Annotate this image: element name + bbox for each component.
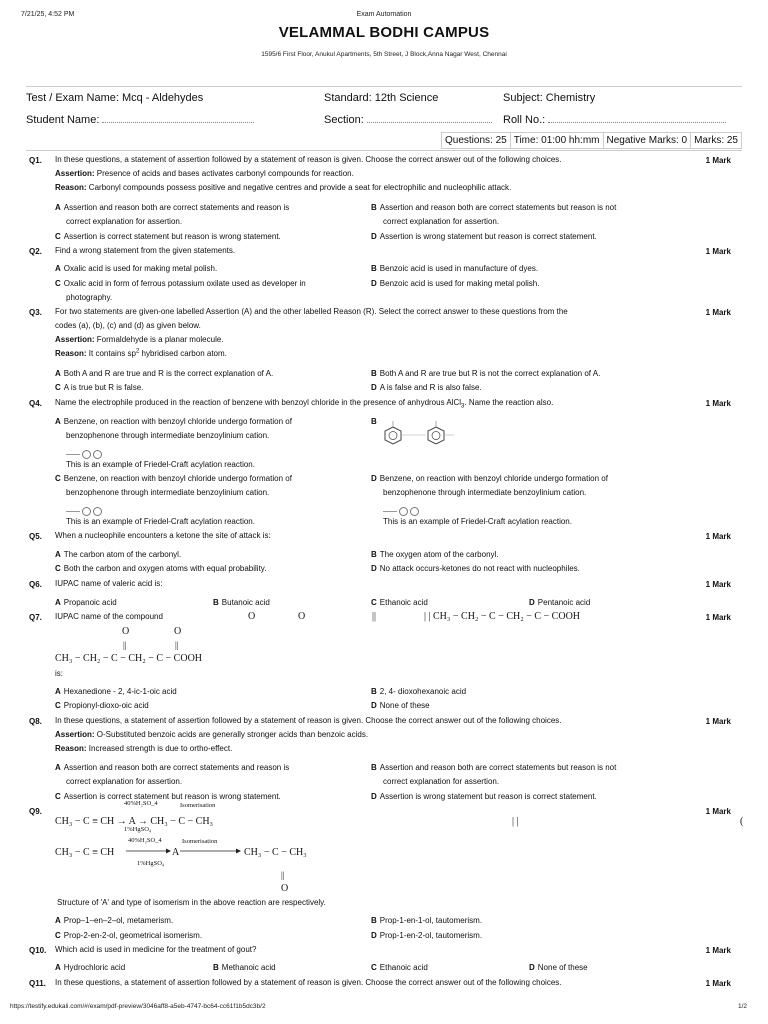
section-field: [324, 113, 492, 126]
option-letter: B: [371, 203, 377, 212]
question-text: Find a wrong statement from the given statements.: [55, 246, 236, 255]
question-text-part: Name the electrophile produced in the reaction of benzene with benzoyl chloride in the presence of anhydrous AlCl: [55, 398, 462, 407]
superscript: 2: [135, 348, 140, 355]
option-letter: A: [55, 916, 61, 925]
option-letter: B: [371, 550, 377, 559]
reason-line: [55, 347, 227, 361]
question-number: Q4.: [29, 399, 42, 408]
option-c: [55, 277, 306, 291]
option-letter: D: [371, 232, 377, 241]
question-number: Q8.: [29, 717, 42, 726]
question-marks: 1 Mark: [705, 613, 731, 622]
double-bond-mark: ||: [281, 870, 285, 880]
option-letter: B: [371, 369, 377, 378]
option-b: [371, 201, 616, 215]
reason-text: It contains sp: [88, 349, 136, 358]
question-text: When a nucleophile encounters a ketone the site of attack is:: [55, 531, 271, 540]
page-url: https://testify.edukali.com/#/exam/pdf-preview/3046aff8-a5eb-4747-bc64-cc61f1b5dc3b/2: [10, 1003, 266, 1010]
option-text-cont: This is an example of Friedel-Craft acylation reaction.: [383, 517, 572, 526]
option-a: [55, 201, 289, 215]
option-letter: D: [371, 474, 377, 483]
option-letter: C: [55, 232, 61, 241]
option-text: Assertion is wrong statement but reason is correct statement.: [379, 792, 597, 801]
option-letter: A: [55, 550, 61, 559]
option-d: [371, 790, 597, 804]
option-text: No attack occurs-ketones do not react with nucleophiles.: [379, 564, 580, 573]
question-text: Which acid is used in medicine for the treatment of gout?: [55, 945, 257, 954]
student-name-blank: [102, 113, 254, 123]
option-a: [55, 761, 289, 775]
option-b: [371, 262, 538, 276]
exam-stats-bar: [441, 132, 742, 149]
divider: [26, 86, 742, 87]
option-text: Ethanoic acid: [379, 598, 428, 607]
option-text: Assertion and reason both are correct statements and reason is: [63, 203, 290, 212]
negative-marks: Negative Marks: 0: [604, 133, 692, 148]
question-marks: 1 Mark: [705, 247, 731, 256]
option-letter: D: [371, 931, 377, 940]
assertion-label: Assertion:: [55, 730, 95, 739]
option-c: [55, 230, 281, 244]
oxygen-label: O: [281, 883, 289, 894]
question-text: IUPAC name of the compound: [55, 612, 163, 621]
double-bond-mark: ||: [123, 640, 127, 650]
option-text: Assertion and reason both are correct statements but reason is not: [379, 763, 617, 772]
option-text: Methanoic acid: [221, 963, 276, 972]
option-letter: C: [55, 701, 61, 710]
option-text: None of these: [537, 963, 588, 972]
question-number: Q2.: [29, 247, 42, 256]
assertion-line: [55, 167, 354, 181]
oxygen-label: O: [122, 626, 130, 637]
option-text: Pentanoic acid: [537, 598, 591, 607]
option-text: Benzoic acid is used for making metal polish.: [379, 279, 540, 288]
cutoff-mark: (: [740, 816, 744, 827]
option-d: [371, 472, 608, 486]
question-text: IUPAC name of valeric acid is:: [55, 579, 163, 588]
double-bond-mark: ||: [175, 640, 179, 650]
question-text-part: . Name the reaction also.: [464, 398, 554, 407]
option-text: Prop-1-en-1-ol, tautomerism.: [379, 916, 483, 925]
question-text: In these questions, a statement of assertion followed by a statement of reason is given. Choose the correct answer out of the following choices.: [55, 155, 562, 164]
questions-count: Questions: 25: [442, 133, 511, 148]
option-text: Prop–1–en–2–ol, metamerism.: [63, 916, 174, 925]
option-text: Benzene, on reaction with benzoyl chloride undergo formation of: [379, 474, 608, 483]
question-marks: 1 Mark: [705, 532, 731, 541]
question-text: For two statements are given-one labelled Assertion (A) and the other labelled Reason (R). Select the correct answer to these questions from the: [55, 307, 568, 316]
assertion-line: [55, 333, 224, 347]
question-marks: 1 Mark: [705, 399, 731, 408]
question-text: Structure of 'A' and type of isomerism in the above reaction are respectively.: [57, 898, 326, 907]
print-datetime: 7/21/25, 4:52 PM: [21, 11, 75, 18]
option-letter: C: [371, 963, 377, 972]
assertion-text: Presence of acids and bases activates carbonyl compounds for reaction.: [96, 169, 354, 178]
option-letter: D: [371, 564, 377, 573]
option-a: [55, 548, 181, 562]
oxygen-label: O: [174, 626, 182, 637]
option-text-cont: correct explanation for assertion.: [383, 777, 500, 786]
option-b: [371, 685, 466, 699]
option-letter: D: [371, 383, 377, 392]
total-marks: Marks: 25: [694, 135, 738, 146]
option-a: [55, 685, 177, 699]
exam-name: Test / Exam Name: Mcq - Aldehydes: [26, 92, 204, 104]
option-text: Hydrochloric acid: [63, 963, 126, 972]
option-c: [55, 381, 143, 395]
option-letter: B: [371, 417, 377, 426]
campus-title: VELAMMAL BODHI CAMPUS: [278, 24, 490, 41]
option-a: [55, 415, 292, 429]
option-text: Hexanedione - 2, 4-ic-1-oic acid: [63, 687, 177, 696]
reagent-label: 40%H₂SO_4: [128, 837, 162, 844]
option-text: Assertion and reason both are correct statements but reason is not: [379, 203, 617, 212]
option-a: [55, 367, 273, 381]
intermediate-a: A: [172, 847, 180, 858]
option-d: [371, 562, 580, 576]
option-letter: B: [371, 763, 377, 772]
option-text: Both A and R are true and R is the correct explanation of A.: [63, 369, 274, 378]
option-letter: C: [55, 279, 61, 288]
option-letter: B: [213, 598, 219, 607]
double-bond-mark: ||: [372, 611, 377, 622]
roll-no-blank: [548, 113, 726, 123]
option-text: The oxygen atom of the carbonyl.: [379, 550, 499, 559]
option-text-cont: correct explanation for assertion.: [66, 217, 183, 226]
benzene-structure-image: [380, 413, 460, 449]
option-text: Assertion and reason both are correct statements and reason is: [63, 763, 290, 772]
double-bond-mark: | |: [512, 816, 519, 827]
option-text-cont: benzophenone through intermediate benzoylinium cation.: [66, 488, 270, 497]
option-text-cont: This is an example of Friedel-Craft acylation reaction.: [66, 517, 255, 526]
option-text: Both the carbon and oxygen atoms with equal probability.: [63, 564, 267, 573]
option-letter: D: [371, 279, 377, 288]
option-text-cont: This is an example of Friedel-Craft acylation reaction.: [66, 460, 255, 469]
question-number: Q10.: [29, 946, 47, 955]
question-number: Q6.: [29, 580, 42, 589]
reason-text-cont: hybridised carbon atom.: [139, 349, 227, 358]
print-doc-title: Exam Automation: [356, 11, 412, 18]
exam-time: Time: 01:00 hh:mm: [511, 133, 604, 148]
option-c: [55, 562, 266, 576]
option-letter: C: [55, 564, 61, 573]
reason-label: Reason:: [55, 744, 87, 753]
assertion-text: Formaldehyde is a planar molecule.: [96, 335, 224, 344]
option-text: A is false and R is also false.: [379, 383, 482, 392]
reaction-arrows: [126, 845, 244, 857]
option-letter: D: [529, 598, 535, 607]
option-letter: C: [371, 598, 377, 607]
option-d: [371, 699, 430, 713]
reason-label: Reason:: [55, 183, 87, 192]
option-c: [371, 596, 428, 610]
option-d: [529, 961, 588, 975]
option-b: [371, 548, 499, 562]
option-a: [55, 596, 117, 610]
question-number: Q1.: [29, 156, 42, 165]
question-text-cont: is:: [55, 669, 63, 678]
question-number: Q7.: [29, 613, 42, 622]
campus-address: 1595/6 First Floor, Anukul Apartments, 5th Street, J Block,Anna Nagar West, Chennai: [261, 51, 507, 58]
option-text: Oxalic acid in form of ferrous potassium oxilate used as developer in: [63, 279, 306, 288]
structure-image: [383, 503, 421, 511]
option-a: [55, 961, 125, 975]
option-letter: C: [55, 931, 61, 940]
option-b: [371, 415, 380, 429]
subscript: 3: [461, 403, 465, 410]
assertion-label: Assertion:: [55, 335, 95, 344]
section-blank: [367, 113, 492, 123]
option-c: [371, 961, 428, 975]
question-marks: 1 Mark: [705, 946, 731, 955]
option-c: [55, 929, 202, 943]
option-text: Assertion is wrong statement but reason is correct statement.: [379, 232, 597, 241]
standard: Standard: 12th Science: [324, 92, 439, 104]
student-name-field: [26, 113, 254, 126]
option-text-cont: correct explanation for assertion.: [66, 777, 183, 786]
assertion-line: [55, 728, 368, 742]
reagent-label: 1%HgSO₄: [124, 826, 152, 833]
structure-image: [66, 446, 104, 454]
reagent-label: Isomerisation: [182, 838, 218, 845]
option-letter: C: [55, 474, 61, 483]
question-marks: 1 Mark: [705, 308, 731, 317]
subject: Subject: Chemistry: [503, 92, 596, 104]
option-letter: A: [55, 203, 61, 212]
option-d: [371, 277, 539, 291]
student-name-label: Student Name:: [26, 114, 100, 126]
option-text-cont: correct explanation for assertion.: [383, 217, 500, 226]
option-text: Prop-1-en-2-ol, tautomerism.: [379, 931, 483, 940]
inline-formula: | | CH₃ − CH₂ − C − CH₂ − C − COOH: [424, 611, 581, 622]
option-text: Benzene, on reaction with benzoyl chloride undergo formation of: [63, 417, 292, 426]
option-letter: A: [55, 598, 61, 607]
option-text: Assertion is correct statement but reason is wrong statement.: [63, 232, 281, 241]
divider: [26, 150, 742, 151]
option-letter: D: [371, 792, 377, 801]
option-c: [55, 790, 281, 804]
option-text: Assertion is correct statement but reason is wrong statement.: [63, 792, 281, 801]
option-c: [55, 699, 149, 713]
question-text: [55, 396, 553, 410]
option-a: [55, 914, 173, 928]
option-b: [213, 961, 276, 975]
roll-no-field: [503, 113, 726, 126]
structure-image: [66, 503, 104, 511]
option-text: Butanoic acid: [221, 598, 270, 607]
reason-text: Increased strength is due to ortho-effect.: [88, 744, 233, 753]
option-b: [213, 596, 270, 610]
option-letter: B: [371, 916, 377, 925]
option-text-cont: benzophenone through intermediate benzoylinium cation.: [66, 431, 270, 440]
option-text: Benzene, on reaction with benzoyl chloride undergo formation of: [63, 474, 292, 483]
question-text: In these questions, a statement of assertion followed by a statement of reason is given. Choose the correct answer out of the following choices.: [55, 978, 562, 987]
option-text: Benzoic acid is used in manufacture of dyes.: [379, 264, 539, 273]
option-text: Prop-2-en-2-ol, geometrical isomerism.: [63, 931, 203, 940]
option-d: [371, 230, 597, 244]
option-a: [55, 262, 217, 276]
oxygen-label: O: [248, 611, 256, 622]
question-text: In these questions, a statement of assertion followed by a statement of reason is given. Choose the correct answer out of the following choices.: [55, 716, 562, 725]
option-letter: D: [529, 963, 535, 972]
option-text-cont: photography.: [66, 293, 113, 302]
question-marks: 1 Mark: [705, 717, 731, 726]
question-number: Q5.: [29, 532, 42, 541]
option-d: [371, 381, 482, 395]
option-letter: B: [371, 264, 377, 273]
reagent-label: Isomerisation: [180, 802, 216, 809]
option-d: [529, 596, 590, 610]
option-b: [371, 914, 482, 928]
question-marks: 1 Mark: [705, 807, 731, 816]
assertion-label: Assertion:: [55, 169, 95, 178]
reaction-reactant: CH₃ − C ≡ CH: [55, 847, 115, 858]
reagent-label: 1%HgSO₄: [137, 860, 165, 867]
question-marks: 1 Mark: [705, 156, 731, 165]
roll-no-label: Roll No.:: [503, 114, 546, 126]
question-number: Q9.: [29, 807, 42, 816]
question-text-cont: codes (a), (b), (c) and (d) as given below.: [55, 321, 201, 330]
reagent-label: 40%H₂SO_4: [124, 800, 158, 807]
question-marks: 1 Mark: [705, 979, 731, 988]
option-text: Propanoic acid: [63, 598, 117, 607]
option-letter: B: [213, 963, 219, 972]
option-letter: C: [55, 383, 61, 392]
reason-line: [55, 742, 232, 756]
reason-text: Carbonyl compounds possess positive and negative centres and provide a seat for electrophilic and nucleophilic attack.: [88, 183, 512, 192]
assertion-text: O-Substituted benzoic acids are generally stronger acids than benzoic acids.: [96, 730, 369, 739]
option-text: None of these: [379, 701, 430, 710]
option-b: [371, 367, 600, 381]
option-letter: A: [55, 369, 61, 378]
option-letter: A: [55, 763, 61, 772]
option-letter: C: [55, 792, 61, 801]
option-letter: B: [371, 687, 377, 696]
question-number: Q11.: [29, 979, 46, 988]
structural-formula: CH₃ − CH₂ − C − CH₂ − C − COOH: [55, 653, 203, 664]
reaction-product: CH₃ − C − CH₃: [244, 847, 307, 858]
option-d: [371, 929, 482, 943]
option-text: Propionyl-dioxo-oic acid: [63, 701, 149, 710]
reason-label: Reason:: [55, 349, 87, 358]
option-c: [55, 472, 292, 486]
option-b: [371, 761, 616, 775]
question-number: Q3.: [29, 308, 42, 317]
option-letter: A: [55, 963, 61, 972]
oxygen-label: O: [298, 611, 306, 622]
option-text-cont: benzophenone through intermediate benzoylinium cation.: [383, 488, 587, 497]
question-marks: 1 Mark: [705, 580, 731, 589]
reaction-line-1: CH₃ − C ≡ CH → A → CH₃ − C − CH₃: [55, 816, 214, 827]
option-text: 2, 4- dioxohexanoic acid: [379, 687, 467, 696]
option-text: The carbon atom of the carbonyl.: [63, 550, 182, 559]
page-number: 1/2: [737, 1003, 747, 1010]
option-text: Oxalic acid is used for making metal polish.: [63, 264, 218, 273]
option-letter: A: [55, 687, 61, 696]
option-letter: D: [371, 701, 377, 710]
option-text: Both A and R are true but R is not the correct explanation of A.: [379, 369, 601, 378]
option-letter: A: [55, 264, 61, 273]
option-letter: A: [55, 417, 61, 426]
option-text: Ethanoic acid: [379, 963, 428, 972]
section-label: Section:: [324, 114, 364, 126]
option-text: A is true but R is false.: [63, 383, 144, 392]
reason-line: [55, 181, 511, 195]
